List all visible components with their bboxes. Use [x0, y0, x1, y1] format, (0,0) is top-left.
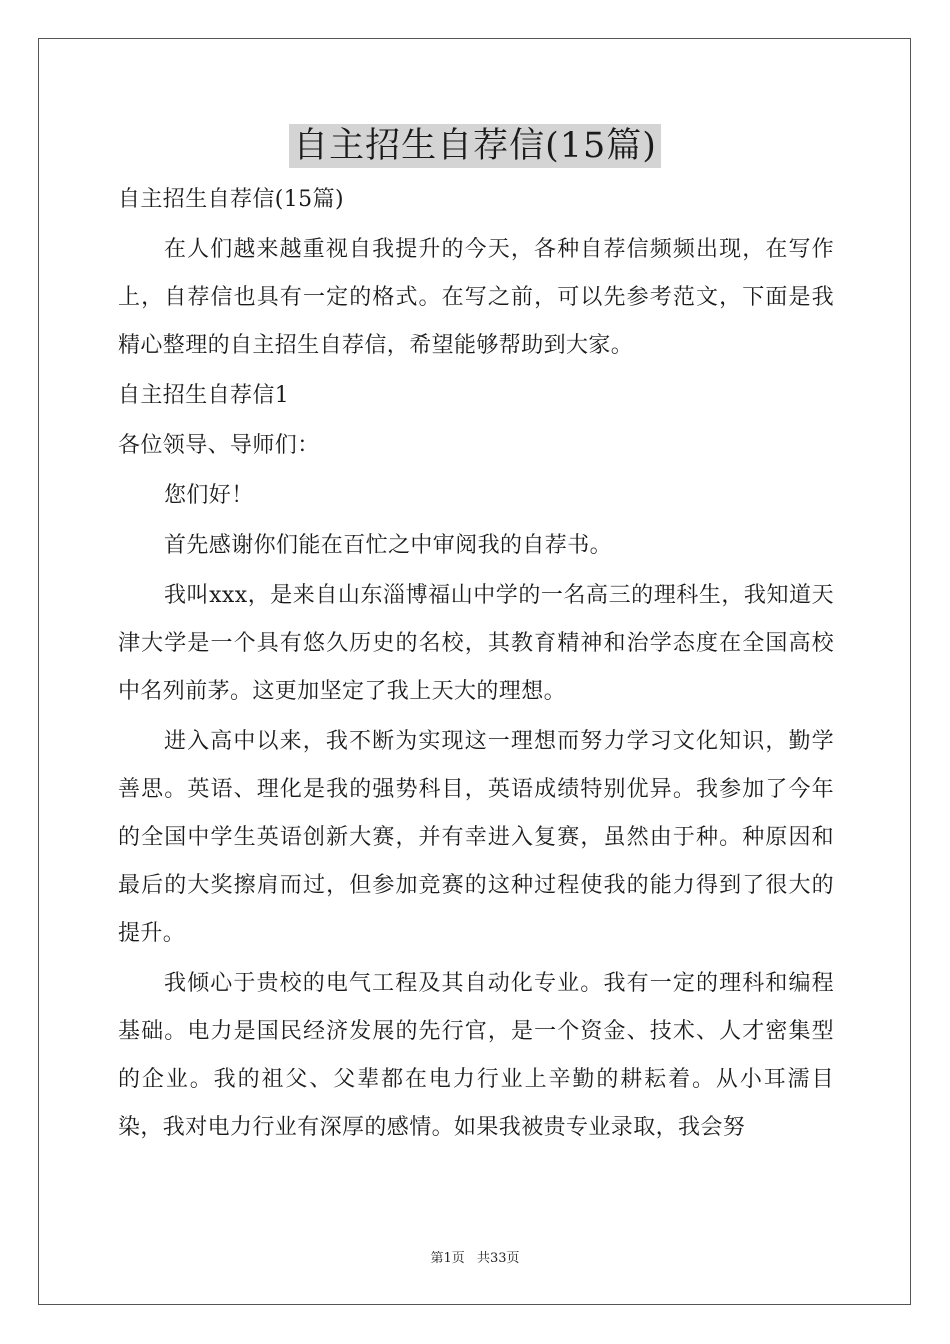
title-container [0, 124, 950, 168]
page-number: 第1页 [430, 1251, 465, 1266]
page-total: 共33页 [476, 1251, 520, 1266]
paragraph-introduction: 我叫xxx，是来自山东淄博福山中学的一名高三的理科生，我知道天津大学是一个具有悠久历史的名校，其教育精神和治学态度在全国高校中名列前茅。这更加坚定了我上天大的理想。 [118, 583, 834, 704]
paragraph-major: 我倾心于贵校的电气工程及其自动化专业。我有一定的理科和编程基础。电力是国民经济发展的先行官，是一个资金、技术、人才密集型的企业。我的祖父、父辈都在电力行业上辛勤的耕耘着。从小耳濡目染，我对电力行业有深厚的感情。如果我被贵专业录取，我会努 [118, 971, 834, 1140]
page-footer [0, 1247, 950, 1266]
document-body [118, 176, 834, 1154]
greeting: 您们好！ [164, 483, 254, 508]
paragraph-subtitle: 自主招生自荐信(15篇) [118, 187, 344, 212]
paragraph-intro: 在人们越来越重视自我提升的今天，各种自荐信频频出现，在写作上，自荐信也具有一定的格式。在写之前，可以先参考范文，下面是我精心整理的自主招生自荐信，希望能够帮助到大家。 [118, 237, 834, 358]
salutation: 各位领导、导师们： [118, 433, 320, 458]
section-heading: 自主招生自荐信1 [118, 383, 290, 408]
paragraph-study: 进入高中以来，我不断为实现这一理想而努力学习文化知识，勤学善思。英语、理化是我的强势科目，英语成绩特别优异。我参加了今年的全国中学生英语创新大赛，并有幸进入复赛，虽然由于种。种原因和最后的大奖擦肩而过，但参加竞赛的这种过程使我的能力得到了很大的提升。 [118, 729, 834, 946]
document-title: 自主招生自荐信(15篇) [289, 124, 661, 168]
paragraph-thanks: 首先感谢你们能在百忙之中审阅我的自荐书。 [164, 533, 613, 558]
